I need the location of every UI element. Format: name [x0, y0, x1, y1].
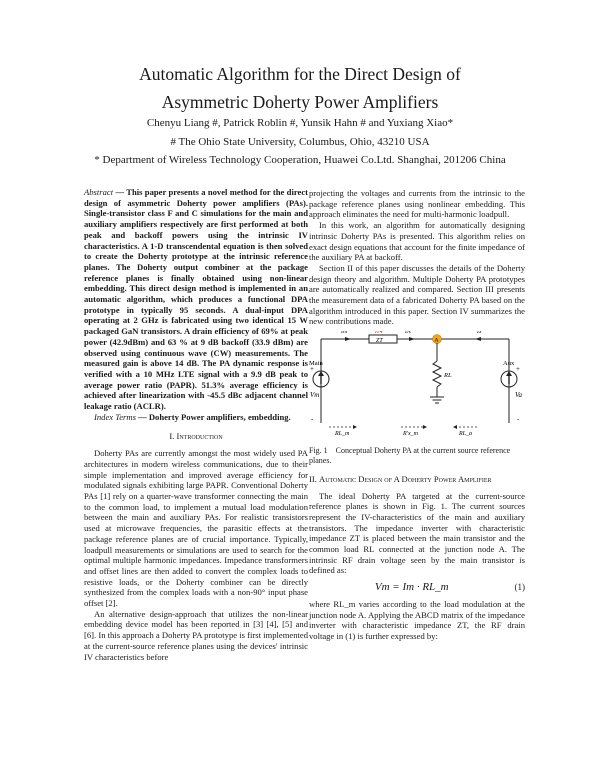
section-heading-automatic-design [309, 474, 525, 485]
affiliation-2: * Department of Wireless Technology Cooperation, Huawei Co.Ltd. Shanghai, 201206 China [94, 154, 506, 166]
section2-paragraph-1: The ideal Doherty PA targeted at the current-source reference planes is shown in Fig. 1. The current sources represent the IV-characteristics of the main and auxiliary transistors. The impedance inverter with characteristic impedance ZT is placed between the main transistor and the common load RL connected at the junction node A. The intrinsic RF drain voltage seen by the main transistor is defined as: [309, 490, 525, 576]
section2-paragraph-2: where RL_m varies according to the load modulation at the junction node A. Applying the ABCD matrix of the impedance inverter with characteristic impedance ZT, the RF drain voltage in (1) is further expressed by: [309, 598, 525, 641]
aux-minus: - [517, 415, 520, 424]
section-title-2: Automatic Design of A Doherty Power Amplifier [319, 473, 492, 484]
section-number: I. [169, 431, 177, 442]
index-terms-lead: Index Terms [94, 411, 136, 422]
right-paragraph-1: projecting the voltages and currents from the intrinsic to the package reference planes using nonlinear embedding. This approach eliminates the need for multi-harmonic loadpull. [309, 188, 525, 220]
author-list: Chenyu Liang #, Patrick Roblin #, Yunsik Hahn # and Yuxiang Xiao* [146, 117, 454, 129]
abstract [84, 187, 308, 412]
ia-arrow-icon [409, 337, 415, 341]
ia-label: IA [405, 331, 411, 336]
paper-title-line2: Asymmetric Doherty Power Amplifiers [161, 92, 439, 112]
node-a-label: A [434, 337, 439, 344]
right-paragraph-3: Section II of this paper discusses the details of the Doherty design theory and algorithm. Multiple Doherty PA prototypes are automatically realized and compared. Section III presents the measurement data of a fabricated Doherty PA based on the algorithm introduced in this paper. Section IV summarizes the new contributions made. [309, 262, 525, 327]
aux-label: Aux [503, 360, 515, 368]
section-title: Introduction [176, 431, 223, 442]
intro-paragraph-1: Doherty PAs are currently amongst the most widely used PA architectures in modern wireless communications, due to their simple implementation and improved average efficiency for modulated signals exhibiting large PAPR. Conventional Doherty PAs [1] rely on a quarter-wave transformer connecting the main to the common load, to implement a mutual load modulation between the main and auxiliary PAs. For realistic transistors used at microwave frequencies, the parasitic effects at the package reference planes are of crucial importance. Typically, loadpull measurements or simulations are used to search for the optimal multiple harmonic impedances. Impedance transformers and offset lines are then added to convert the complex loads to resistive loads, or the Doherty combiner can be directly synthesized from the complex loads with a non-90° input phase offset [2]. [84, 448, 308, 609]
rl-label: RL [444, 372, 452, 380]
equation-1 [309, 582, 525, 593]
main-minus: - [311, 415, 314, 424]
section-number-2: II. [309, 473, 320, 484]
aux-plus: + [516, 365, 520, 374]
figure-caption-label: Fig. 1 [309, 445, 328, 455]
rlm-label: RL_m [335, 431, 350, 438]
rxm-label: R'x_m [403, 431, 418, 438]
ix-label: Ix [477, 331, 482, 336]
equation-body: Vm = Im · RL_m [374, 581, 449, 594]
rla-label: RL_a [459, 431, 473, 438]
figure-caption-text: Conceptual Doherty PA at the current source reference planes. [309, 445, 511, 465]
figure-doherty-schematic [309, 331, 525, 439]
section-heading-introduction [84, 431, 308, 442]
figure-caption [309, 446, 525, 466]
load-resistor-icon [433, 361, 441, 387]
abstract-lead: Abstract [84, 187, 114, 197]
im-label: Im [341, 331, 348, 336]
right-paragraph-2: In this work, an algorithm for automatically designing intrinsic Doherty PAs is presented. This algorithm relies on exact design equations that account for the finite impedance of the auxiliary PA at backoff. [309, 220, 525, 263]
index-terms-text: — Doherty Power amplifiers, embedding. [135, 411, 291, 422]
main-label: Main [309, 360, 323, 368]
im-arrow-icon [345, 337, 351, 341]
right-column [309, 188, 525, 642]
left-column [84, 187, 308, 662]
equation-number: (1) [514, 582, 525, 593]
main-plus: + [310, 365, 314, 374]
va-label: Va [515, 391, 522, 400]
lambda-label: λ/4 [375, 331, 383, 336]
abstract-text: — This paper presents a novel method for the direct design of asymmetric Doherty power amplifiers (PAs). Single-transistor class F and C simulations for the main and auxiliary amplifiers respectively are first performed at both peak and backoff powers using the intrinsic IV characteristics. A 1-D transcendental equation is then solved to create the Doherty prototype at the intrinsic reference planes. The Doherty output combiner at the package reference planes is finally obtained using non-linear embedding. This direct design method is implemented in an automatic algorithm, which produces a functional DPA prototype in typically 95 seconds. A dual-input DPA operating at 2 GHz is fabricated using two identical 15 W packaged GaN transistors. A drain efficiency of 69% at peak power (42.9dBm) and 63 % at 9 dB backoff (33.9 dBm) are observed using continuous wave (CW) measurements. The measured gain is above 14 dB. The PA dynamic response is verified with a 10 MHz LTE signal with a 9.9 dB peak to average power ratio (PAPR). 51.3% average efficiency is achieved after linearization with -45.5 dBc adjacent channel leakage ratio (ACLR). [84, 187, 308, 412]
rxm-arrow-icon [423, 425, 427, 429]
zt-label: ZT [376, 338, 383, 345]
index-terms [84, 412, 308, 423]
rla-arrow-icon [453, 425, 457, 429]
impedance-inverter-box [369, 335, 397, 343]
paper-title-line1: Automatic Algorithm for the Direct Design of [139, 64, 461, 84]
intro-paragraph-2: An alternative design-approach that utilizes the non-linear embedding device model has been reported in [3] [4], [5] and [6]. In this approach a Doherty PA prototype is first implemented at the current-source reference planes using the devices' intrinsic IV characteristics before [84, 608, 308, 662]
vm-label: Vm [310, 391, 320, 400]
rlm-arrow-icon [353, 425, 357, 429]
affiliation-1: # The Ohio State University, Columbus, Ohio, 43210 USA [170, 136, 430, 148]
